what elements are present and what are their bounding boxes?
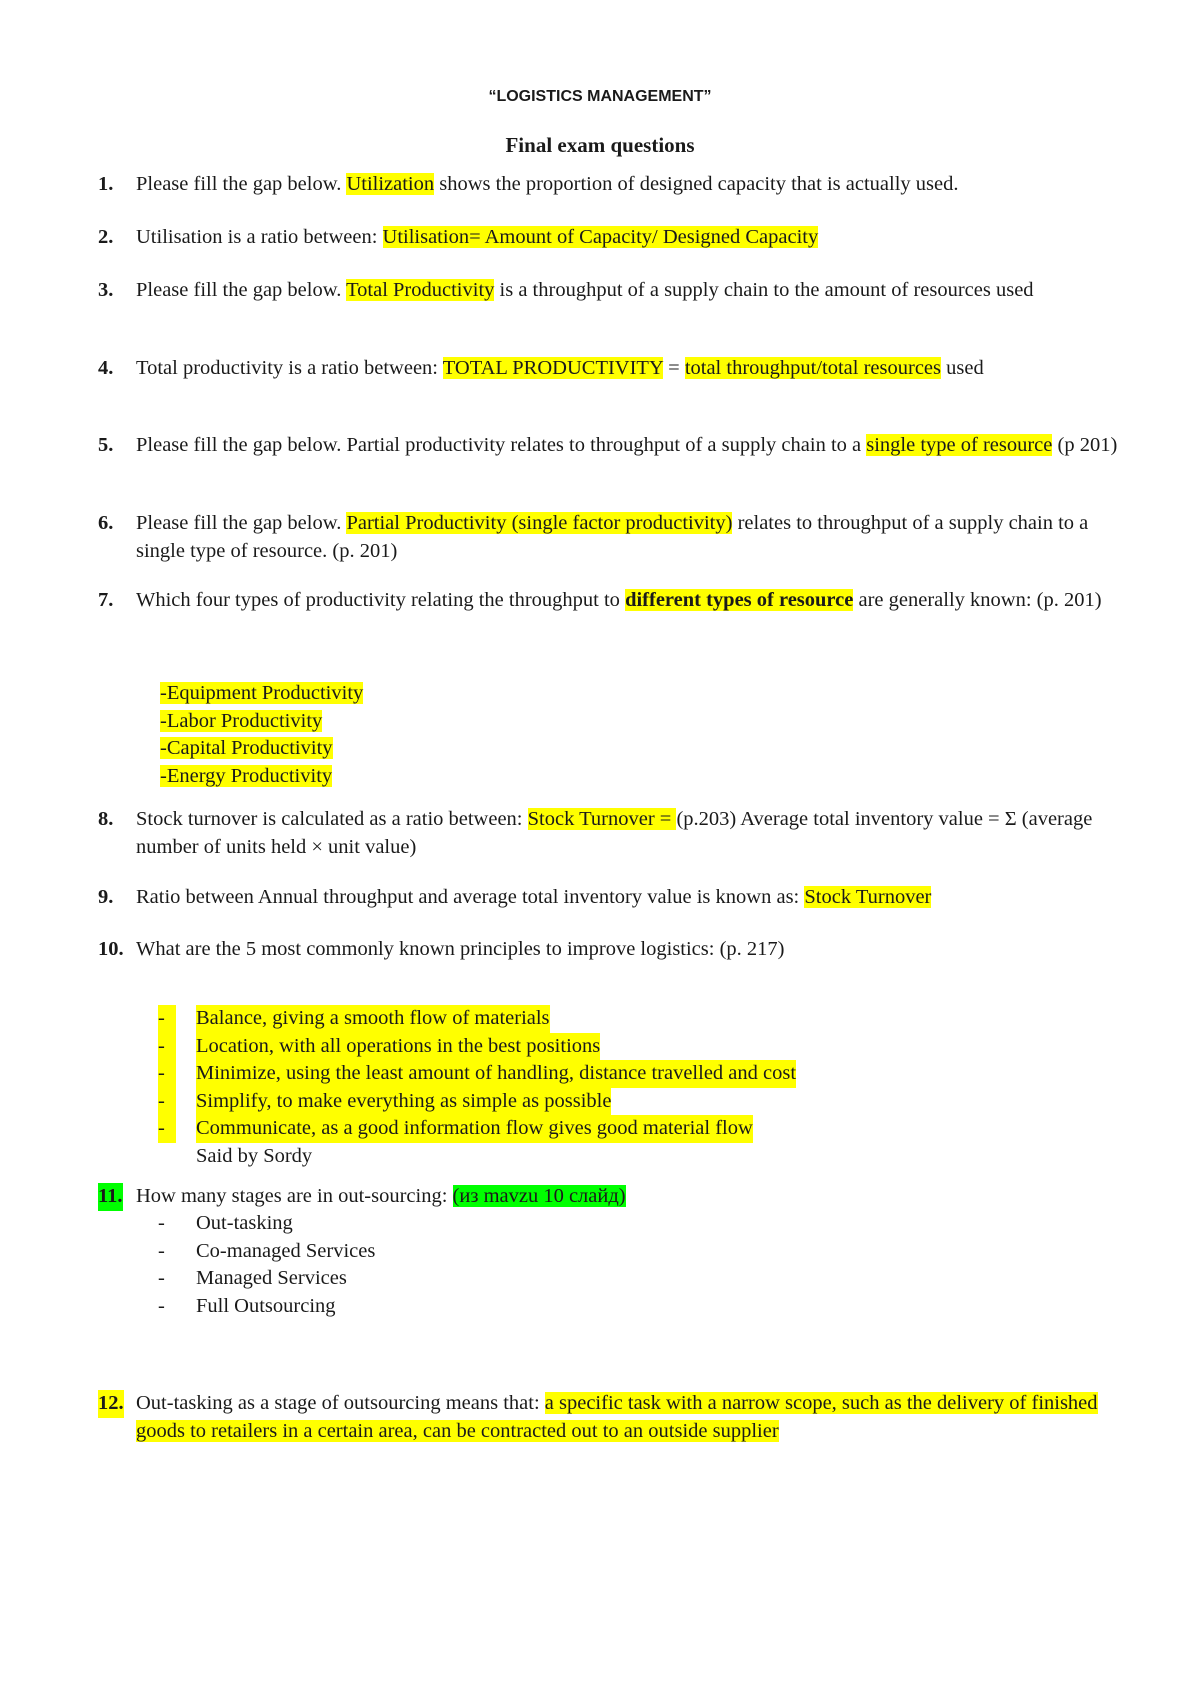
list-dash: - bbox=[158, 1115, 176, 1143]
highlighted-answer: TOTAL PRODUCTIVITY bbox=[442, 357, 663, 379]
list-item bbox=[158, 1238, 758, 1266]
highlighted-answer: Stock Turnover = bbox=[527, 808, 677, 830]
document-title: “LOGISTICS MANAGEMENT” bbox=[488, 88, 712, 105]
highlighted-answer: Total Productivity bbox=[346, 279, 495, 301]
question-text: Please fill the gap below. Partial productivity relates to throughput of a supply chain to a single type of resource (p 201) bbox=[136, 434, 1118, 456]
list-item bbox=[158, 1293, 758, 1321]
list-dash: - bbox=[158, 1005, 176, 1033]
list-dash: - bbox=[158, 1212, 165, 1234]
question-2 bbox=[98, 224, 1118, 252]
question-5 bbox=[98, 432, 1118, 460]
question-text: Please fill the gap below. Total Productivity is a throughput of a supply chain to the amount of resources used bbox=[136, 279, 1034, 301]
list-item bbox=[158, 1005, 1098, 1033]
highlighted-answer: single type of resource bbox=[866, 434, 1053, 456]
question-number: 5. bbox=[98, 434, 114, 456]
question-text: Ratio between Annual throughput and average total inventory value is known as: Stock Turnover bbox=[136, 886, 932, 908]
list-item: -Capital Productivity bbox=[160, 737, 333, 759]
question-number: 1. bbox=[98, 173, 114, 195]
question-number: 12. bbox=[98, 1390, 124, 1418]
question-number: 11. bbox=[98, 1183, 123, 1211]
list-dash: - bbox=[158, 1060, 176, 1088]
list-item bbox=[158, 1210, 758, 1238]
question-text: Please fill the gap below. Partial Productivity (single factor productivity) relates to throughput of a supply chain to a single type of resource. (p. 201) bbox=[136, 512, 1089, 562]
list-item bbox=[158, 1033, 1098, 1061]
question-10 bbox=[98, 936, 1118, 964]
highlighted-answer: a specific task with a narrow scope, such as the delivery of finished goods to retailers in a certain area, can be contracted out to an outside supplier bbox=[136, 1392, 1098, 1442]
list-item: -Equipment Productivity bbox=[160, 682, 364, 704]
question-7 bbox=[98, 587, 1118, 615]
list-item-text: Full Outsourcing bbox=[196, 1294, 336, 1317]
list-note-text: Said by Sordy bbox=[196, 1144, 313, 1167]
list-item bbox=[158, 1088, 1098, 1116]
list-item-text: Communicate, as a good information flow gives good material flow bbox=[196, 1115, 753, 1143]
list-item: -Energy Productivity bbox=[160, 764, 333, 787]
q10-answer-list bbox=[158, 1005, 1098, 1170]
q11-answer-list bbox=[158, 1210, 758, 1320]
list-dash: - bbox=[158, 1294, 165, 1317]
q7-answer-list bbox=[160, 680, 363, 790]
list-item-text: Out-tasking bbox=[196, 1212, 293, 1234]
question-text: Out-tasking as a stage of outsourcing means that: a specific task with a narrow scope, such as the delivery of finished goods to retailers in a certain area, can be contracted out to an outside supplier bbox=[136, 1392, 1098, 1442]
list-item-text: Minimize, using the least amount of handling, distance travelled and cost bbox=[196, 1060, 796, 1088]
highlighted-answer: Partial Productivity (single factor productivity) bbox=[346, 512, 733, 534]
question-4 bbox=[98, 355, 1118, 383]
list-item: -Labor Productivity bbox=[160, 709, 323, 732]
list-item-text: Co-managed Services bbox=[196, 1239, 376, 1262]
question-number: 9. bbox=[98, 886, 114, 908]
question-1 bbox=[98, 171, 1118, 199]
highlighted-answer: Utilization bbox=[346, 173, 435, 195]
highlighted-answer: different types of resource bbox=[625, 589, 854, 611]
list-dash: - bbox=[158, 1239, 165, 1262]
list-item bbox=[158, 1115, 1098, 1143]
question-number: 2. bbox=[98, 226, 114, 248]
question-text: How many stages are in out-sourcing: (из mavzu 10 слайд) bbox=[136, 1185, 626, 1207]
question-number: 6. bbox=[98, 512, 114, 534]
question-number: 7. bbox=[98, 589, 114, 611]
question-number: 10. bbox=[98, 938, 124, 960]
list-item bbox=[158, 1060, 1098, 1088]
question-6 bbox=[98, 510, 1118, 565]
question-9 bbox=[98, 884, 1118, 912]
highlighted-answer: total throughput/total resources bbox=[684, 357, 942, 379]
list-item-text: Managed Services bbox=[196, 1267, 347, 1289]
highlighted-answer: (из mavzu 10 слайд) bbox=[452, 1185, 626, 1207]
list-item-text: Simplify, to make everything as simple as possible bbox=[196, 1088, 611, 1116]
highlighted-answer: Utilisation= Amount of Capacity/ Designed Capacity bbox=[382, 226, 819, 248]
list-dash: - bbox=[158, 1088, 176, 1116]
list-item bbox=[158, 1265, 758, 1293]
list-item-text: Location, with all operations in the best positions bbox=[196, 1033, 600, 1061]
question-text: Please fill the gap below. Utilization shows the proportion of designed capacity that is actually used. bbox=[136, 173, 959, 195]
question-text: Which four types of productivity relating the throughput to different types of resource are generally known: (p. 201) bbox=[136, 589, 1102, 611]
question-number: 8. bbox=[98, 808, 114, 830]
question-number: 3. bbox=[98, 279, 114, 301]
question-8 bbox=[98, 806, 1118, 861]
question-text: Stock turnover is calculated as a ratio between: Stock Turnover = (p.203) Average total inventory value = Σ (average number of units held × unit value) bbox=[136, 808, 1093, 858]
question-3 bbox=[98, 277, 1118, 305]
list-note bbox=[158, 1143, 1098, 1171]
document-subtitle: Final exam questions bbox=[505, 133, 695, 157]
question-12 bbox=[98, 1390, 1118, 1445]
question-text: Utilisation is a ratio between: Utilisation= Amount of Capacity/ Designed Capacity bbox=[136, 226, 819, 248]
highlighted-answer: Stock Turnover bbox=[804, 886, 932, 908]
question-11 bbox=[98, 1183, 1118, 1211]
list-dash: - bbox=[158, 1033, 176, 1061]
question-text: What are the 5 most commonly known principles to improve logistics: (p. 217) bbox=[136, 938, 785, 960]
question-number: 4. bbox=[98, 357, 114, 379]
list-item-text: Balance, giving a smooth flow of materials bbox=[196, 1005, 550, 1033]
list-dash: - bbox=[158, 1267, 165, 1289]
question-text: Total productivity is a ratio between: TOTAL PRODUCTIVITY = total throughput/total resources used bbox=[136, 357, 984, 379]
